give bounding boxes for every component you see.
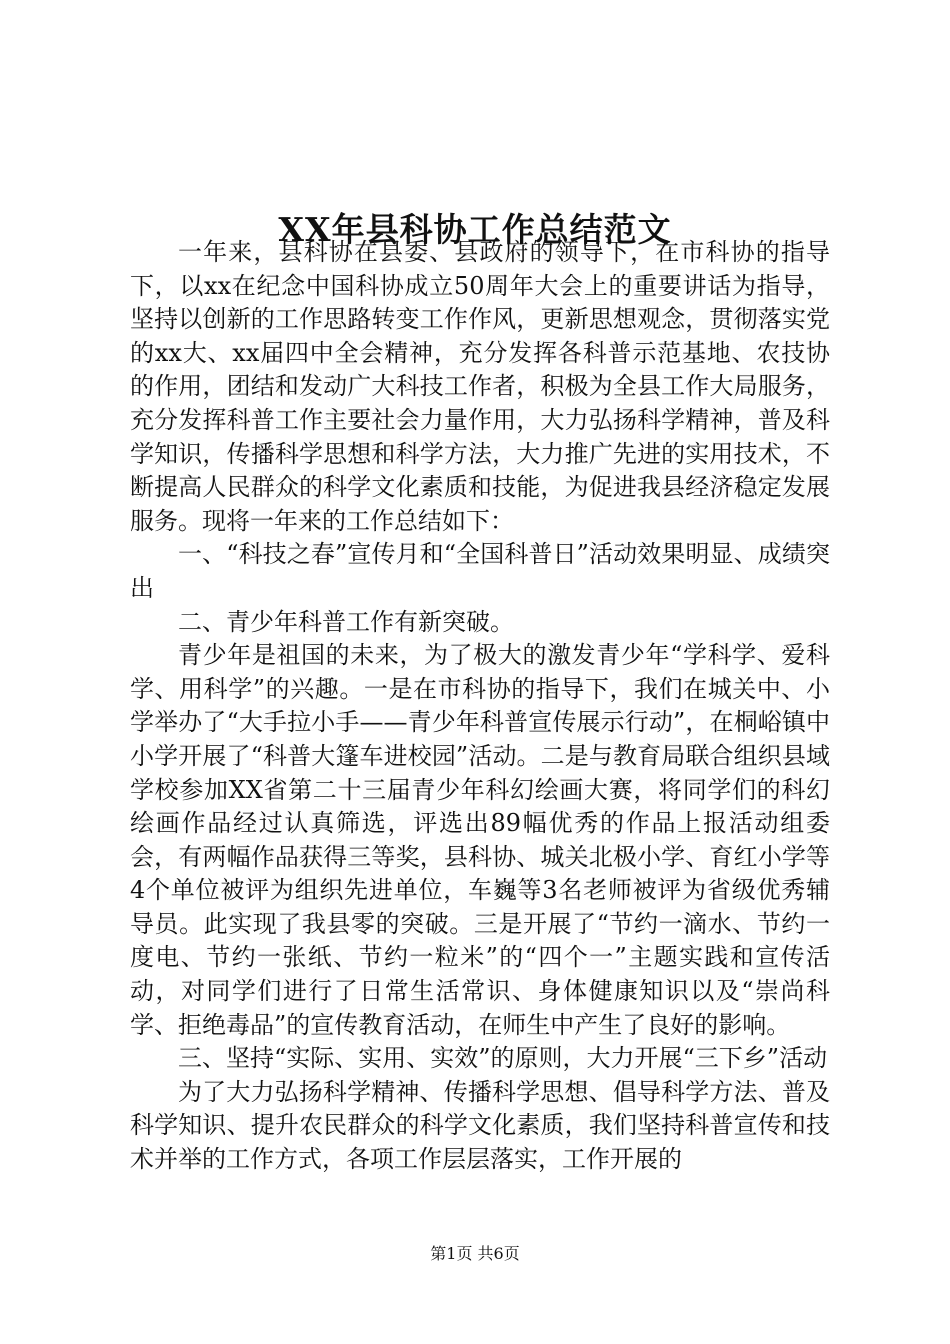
section-heading-3: 三、坚持“实际、实用、实效”的原则，大力开展“三下乡”活动 bbox=[178, 1044, 828, 1073]
page-number-footer: 第1页 共6页 bbox=[430, 1244, 520, 1263]
document-body bbox=[130, 236, 830, 1177]
section-heading-1: 一、“科技之春”宣传月和“全国科普日”活动效果明显、成绩突出 bbox=[130, 540, 830, 602]
paragraph-rural-outreach: 为了大力弘扬科学精神、传播科学思想、倡导科学方法、普及科学知识、提升农民群众的科学文化素质，我们坚持科普宣传和技术并举的工作方式，各项工作层层落实，工作开展的 bbox=[130, 1077, 830, 1174]
document-title: XX年县科协工作总结范文 bbox=[278, 210, 672, 250]
paragraph-youth-science: 青少年是祖国的未来，为了极大的激发青少年“学科学、爱科学、用科学”的兴趣。一是在市科协的指导下，我们在城关中、小学举办了“大手拉小手——青少年科普宣传展示行动”，在桐峪镇中小学开展了“科普大篷车进校园”活动。二是与教育局联合组织县域学校参加XX省第二十三届青少年科幻绘画大赛，将同学们的科幻绘画作品经过认真筛选，评选出89幅优秀的作品上报活动组委会，有两幅作品获得三等奖，县科协、城关北极小学、育红小学等4个单位被评为组织先进单位，车巍等3名老师被评为省级优秀辅导员。此实现了我县零的突破。三是开展了“节约一滴水、节约一度电、节约一张纸、节约一粒米”的“四个一”主题实践和宣传活动，对同学们进行了日常生活常识、身体健康知识以及“崇尚科学、拒绝毒品”的宣传教育活动，在师生中产生了良好的影响。 bbox=[130, 641, 830, 1039]
paragraph-intro: 一年来，县科协在县委、县政府的领导下，在市科协的指导下，以xx在纪念中国科协成立50周年大会上的重要讲话为指导，坚持以创新的工作思路转变工作作风，更新思想观念，贯彻落实党的xx大、xx届四中全会精神，充分发挥各科普示范基地、农技协的作用，团结和发动广大科技工作者，积极为全县工作大局服务，充分发挥科普工作主要社会力量作用，大力弘扬科学精神，普及科学知识，传播科学思想和科学方法，大力推广先进的实用技术，不断提高人民群众的科学文化素质和技能，为促进我县经济稳定发展服务。现将一年来的工作总结如下： bbox=[130, 238, 830, 535]
section-heading-2: 二、青少年科普工作有新突破。 bbox=[178, 607, 514, 636]
